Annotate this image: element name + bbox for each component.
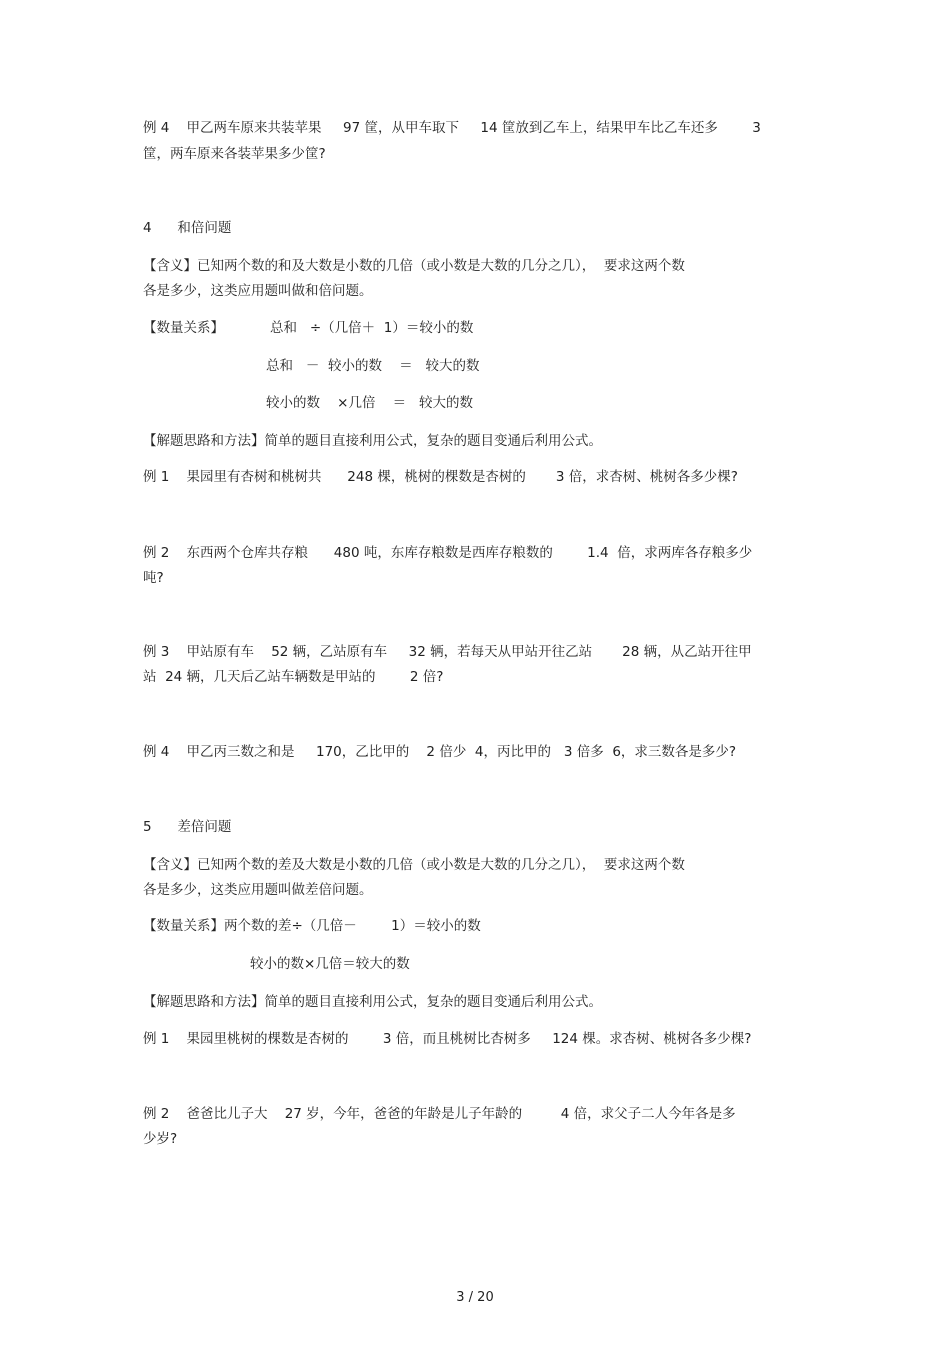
example-4-line-2: 筐，两车原来各装苹果多少筐? [143,146,326,162]
section-4-relation-2: 总和 － 较小的数 ＝ 较大的数 [266,358,480,374]
section-4-relation-label: 【数量关系】 [143,320,224,336]
section-5-meaning-line-1: 【含义】已知两个数的差及大数是小数的几倍（或小数是大数的几分之几）， 要求这两个数 [143,857,685,873]
section-5-title: 5 差倍问题 [143,819,232,835]
section-5-relation-1: 【数量关系】两个数的差÷（几倍－ 1）＝较小的数 [143,918,481,934]
section-4-example-4: 例 4 甲乙丙三数之和是 170，乙比甲的 2 倍少 4，丙比甲的 3 倍多 6，求三数各是多少? [143,744,737,760]
section-4-relation-3: 较小的数 ×几倍 ＝ 较大的数 [266,395,474,411]
section-4-example-2-line-1: 例 2 东西两个仓库共存粮 480 吨，东库存粮数是西库存粮数的 1.4 倍，求两库各存粮多少 [143,545,753,561]
section-5-example-2-line-1: 例 2 爸爸比儿子大 27 岁，今年，爸爸的年龄是儿子年龄的 4 倍，求父子二人今年各是多 [143,1106,736,1122]
example-4-line-1: 例 4 甲乙两车原来共装苹果 97 筐，从甲车取下 14 筐放到乙车上，结果甲车比乙车还多 3 [143,120,761,136]
section-4-relation-1: 总和 ÷（几倍＋ 1）＝较小的数 [270,320,474,336]
section-4-example-3-line-1: 例 3 甲站原有车 52 辆，乙站原有车 32 辆，若每天从甲站开往乙站 28 辆，从乙站开往甲 [143,644,752,660]
section-5-meaning-line-2: 各是多少，这类应用题叫做差倍问题。 [143,882,373,898]
page-number: 3 / 20 [456,1290,494,1305]
section-5-example-2-line-2: 少岁? [143,1131,178,1147]
section-4-example-3-line-2: 站 24 辆，几天后乙站车辆数是甲站的 2 倍? [143,669,444,685]
section-4-meaning-line-1: 【含义】已知两个数的和及大数是小数的几倍（或小数是大数的几分之几）， 要求这两个数 [143,258,685,274]
section-4-meaning-line-2: 各是多少，这类应用题叫做和倍问题。 [143,283,373,299]
section-4-title: 4 和倍问题 [143,220,232,236]
section-5-method: 【解题思路和方法】简单的题目直接利用公式，复杂的题目变通后利用公式。 [143,994,602,1010]
section-5-example-1: 例 1 果园里桃树的棵数是杏树的 3 倍，而且桃树比杏树多 124 棵。求杏树、桃树各多少棵? [143,1031,752,1047]
section-4-method: 【解题思路和方法】简单的题目直接利用公式，复杂的题目变通后利用公式。 [143,433,602,449]
section-4-example-1: 例 1 果园里有杏树和桃树共 248 棵，桃树的棵数是杏树的 3 倍，求杏树、桃树各多少棵? [143,469,738,485]
section-4-example-2-line-2: 吨? [143,570,164,586]
section-5-relation-2: 较小的数×几倍＝较大的数 [250,956,410,972]
